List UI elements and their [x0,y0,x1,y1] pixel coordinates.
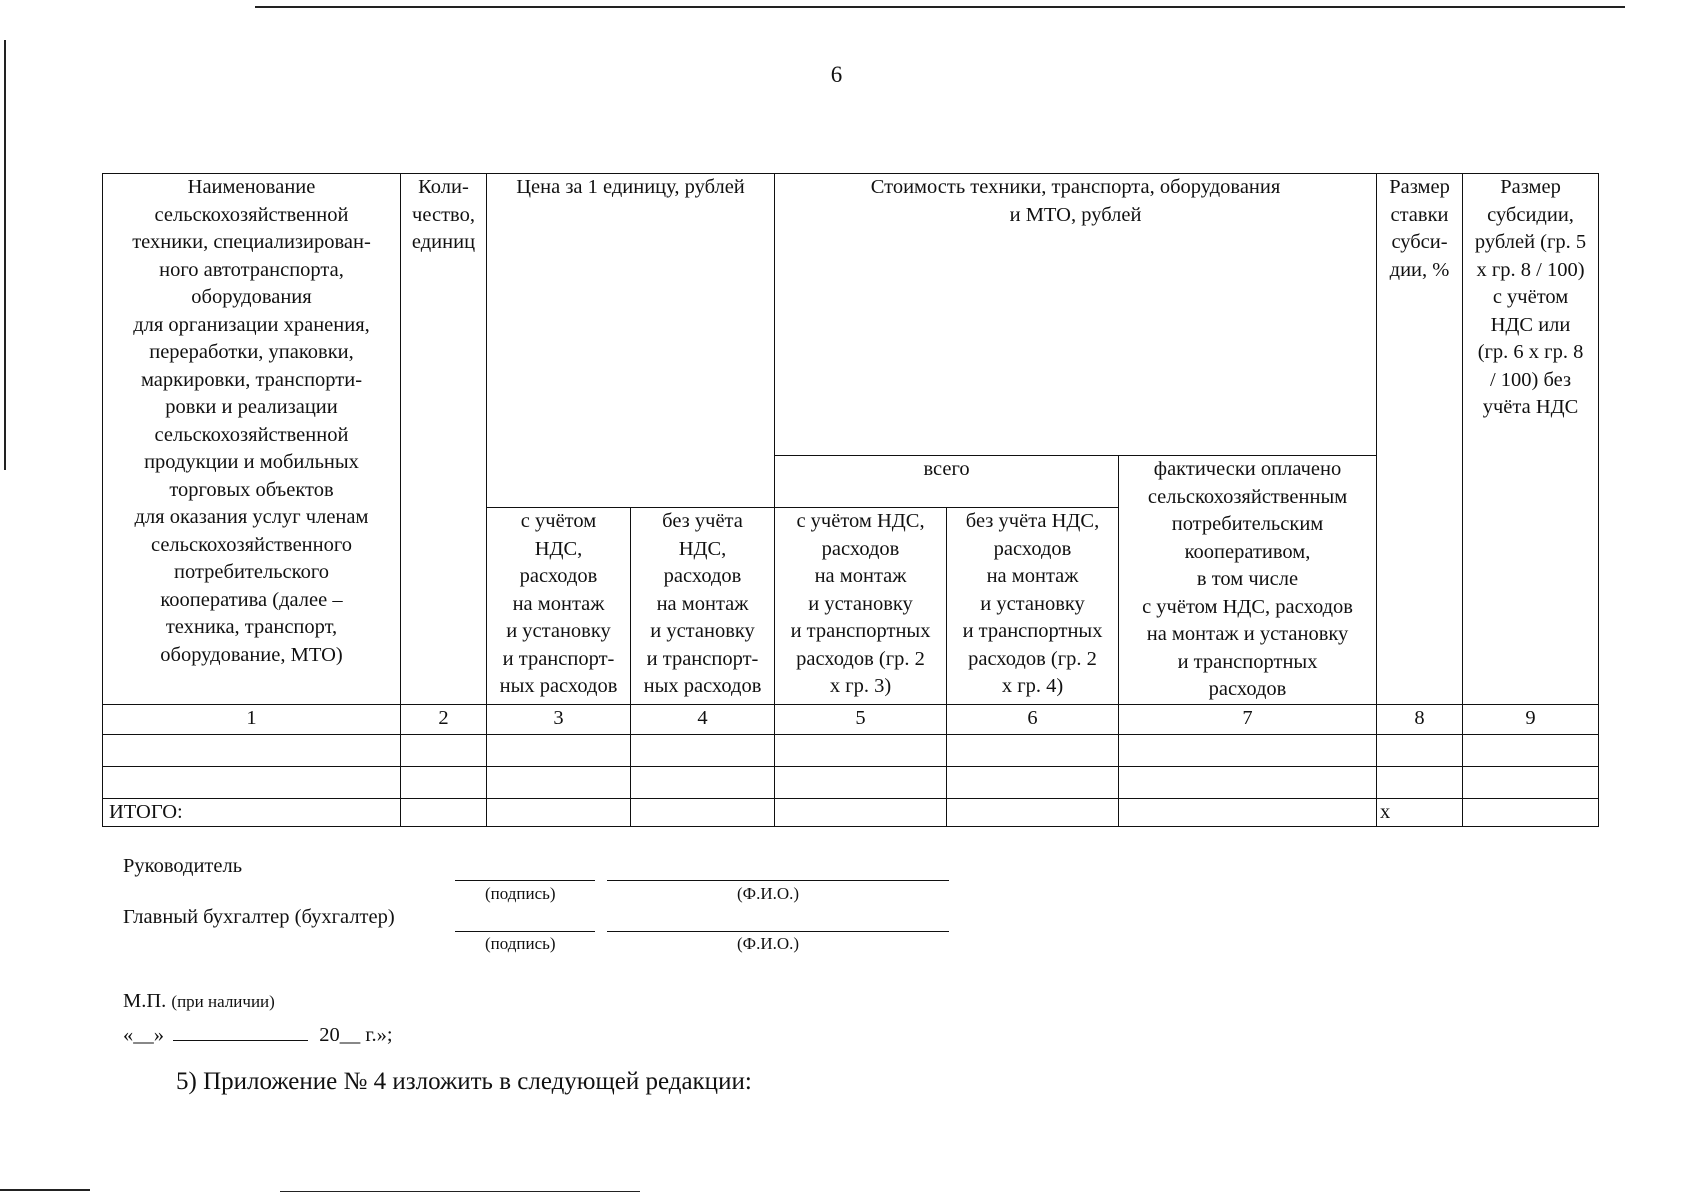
table-cell [947,798,1119,827]
table-cell [947,734,1119,766]
date-day: «__» [123,1024,164,1046]
table-cell [1463,734,1599,766]
table-cell [1119,734,1377,766]
scan-edge-bottom [0,1189,90,1191]
table-cell [1119,798,1377,827]
header-name-column: Наименование сельскохозяйственной техники, специализирован- ного автотранспорта, оборудования для организации хранения, переработки, упаковки, маркировки, транспорти- ровки и реализации сельскохозяйственной продукции и мобильных торговых объектов для оказания услуг членам сельскохозяйственного потребительского кооператива (далее – техника, транспорт, оборудование, МТО) [103,174,401,705]
accountant-label: Главный бухгалтер (бухгалтер) [123,906,395,928]
table-cell [487,734,631,766]
date-line [123,1022,393,1047]
total-label: ИТОГО: [103,798,401,827]
table-cell [487,766,631,798]
column-number: 5 [775,704,947,734]
accountant-signature-caption: (подпись) [485,934,556,953]
table-cell [631,766,775,798]
stamp-label: М.П. [123,990,167,1012]
header-price-group: Цена за 1 единицу, рублей [487,174,775,508]
date-year: 20__ г.»; [319,1024,393,1046]
table-cell [775,766,947,798]
table-cell [103,766,401,798]
header-rate-column: Размер ставки субси- дии, % [1377,174,1463,705]
header-quantity-column: Коли- чество, единиц [401,174,487,705]
table-cell [631,798,775,827]
amendment-paragraph: 5) Приложение № 4 изложить в следующей редакции: [176,1068,752,1095]
table-cell [401,734,487,766]
table-cell [1463,798,1599,827]
column-number: 3 [487,704,631,734]
table-cell [1119,766,1377,798]
header-total-subgroup: всего [775,456,1119,508]
table-cell [401,766,487,798]
accountant-name-caption: (Ф.И.О.) [737,934,800,953]
accountant-signature-line [455,931,595,932]
column-number: 9 [1463,704,1599,734]
head-label: Руководитель [123,855,243,877]
table-row [103,734,1599,766]
table-cell [487,798,631,827]
scan-edge-bottom-2 [280,1191,640,1192]
header-price-with-vat: с учётом НДС, расходов на монтаж и установку и транспорт- ных расходов [487,508,631,704]
date-month-blank [173,1022,308,1041]
table-cell [103,734,401,766]
column-number: 4 [631,704,775,734]
column-number: 6 [947,704,1119,734]
head-signature-line [455,880,595,881]
total-row [103,798,1599,827]
table-cell [775,734,947,766]
table-cell [631,734,775,766]
head-name-line [607,880,949,881]
header-cost-with-vat: с учётом НДС, расходов на монтаж и установку и транспортных расходов (гр. 2 х гр. 3) [775,508,947,704]
accountant-name-line [607,931,949,932]
table-cell [1377,766,1463,798]
head-name-caption: (Ф.И.О.) [737,884,800,903]
stamp-note: (при наличии) [171,992,275,1011]
header-paid-column: фактически оплачено сельскохозяйственным потребительским кооперативом, в том числе с учётом НДС, расходов на монтаж и установку и транспортных расходов [1119,456,1377,705]
table-cell [401,798,487,827]
table-cell [947,766,1119,798]
table-cell [1463,766,1599,798]
total-rate-x: x [1377,798,1463,827]
column-number: 8 [1377,704,1463,734]
column-number: 7 [1119,704,1377,734]
header-subsidy-column: Размер субсидии, рублей (гр. 5 х гр. 8 / 100) с учётом НДС или (гр. 6 х гр. 8 / 100) без учёта НДС [1463,174,1599,705]
page-number: 6 [830,62,843,87]
header-cost-group: Стоимость техники, транспорта, оборудования и МТО, рублей [775,174,1377,456]
column-number-row [103,704,1599,734]
table-row [103,766,1599,798]
column-number: 1 [103,704,401,734]
table-cell [775,798,947,827]
scan-edge-left [4,40,6,470]
header-cost-without-vat: без учёта НДС, расходов на монтаж и установку и транспортных расходов (гр. 2 х гр. 4) [947,508,1119,704]
head-signature-caption: (подпись) [485,884,556,903]
scan-edge-top [255,6,1625,8]
table-cell [1377,734,1463,766]
column-number: 2 [401,704,487,734]
stamp-place [123,990,275,1013]
header-price-without-vat: без учёта НДС, расходов на монтаж и установку и транспорт- ных расходов [631,508,775,704]
subsidy-table [102,173,1599,827]
